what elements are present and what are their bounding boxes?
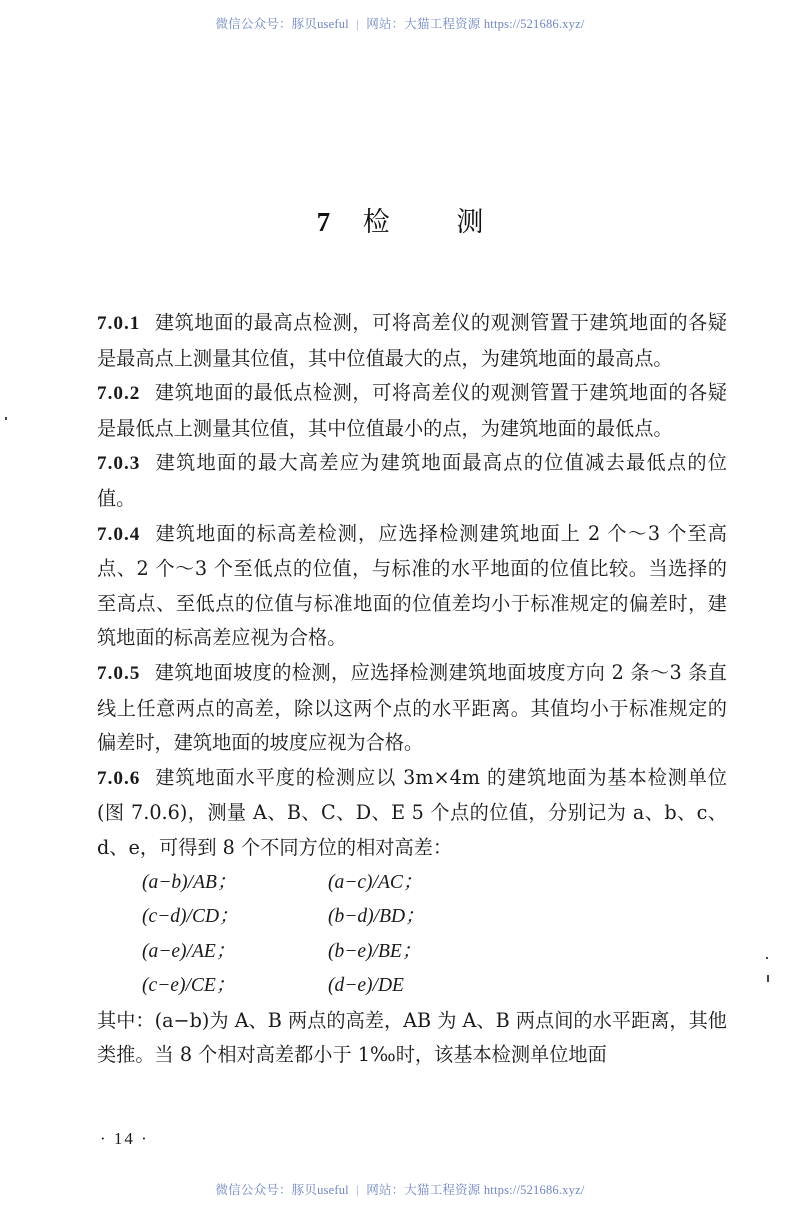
watermark-bottom [0, 1180, 800, 1198]
clause-number: 7.0.4 [97, 523, 141, 545]
watermark-wechat: 微信公众号：豚贝useful [215, 17, 349, 31]
clause-text: 建筑地面坡度的检测，应选择检测建筑地面坡度方向 2 条～3 条直线上任意两点的高差，除以这两个点的水平距离。其值均小于标准规定的偏差时，建筑地面的坡度应视为合格。 [97, 660, 727, 755]
clause-7-0-6 [97, 761, 727, 866]
watermark-separator: | [356, 17, 359, 31]
clause-number: 7.0.1 [97, 313, 141, 334]
clause-7-0-3 [97, 446, 727, 516]
clause-number: 7.0.6 [97, 767, 141, 789]
clause-7-0-2 [97, 376, 727, 446]
clause-text: 建筑地面水平度的检测应以 3m×4m 的建筑地面为基本检测单位(图 7.0.6)，测量 A、B、C、D、E 5 个点的位值，分别记为 a、b、c、d、e，可得到 8 个不同方位的相对高差： [97, 765, 727, 859]
clause-text: 建筑地面的最高点检测，可将高差仪的观测管置于建筑地面的各疑是最高点上测量其位值，其中位值最大的点，为建筑地面的最高点。 [97, 311, 727, 370]
chapter-title-char-1: 检 [362, 207, 390, 238]
formula: (a−c)/AC； [328, 871, 423, 893]
clause-number: 7.0.3 [97, 453, 141, 475]
formula: (c−d)/CD； [142, 906, 239, 928]
scan-speck [766, 957, 768, 959]
clause-text: 建筑地面的最大高差应为建筑地面最高点的位值减去最低点的位值。 [97, 451, 727, 510]
formula: (d−e)/DE [328, 975, 404, 997]
clause-text: 建筑地面的标高差检测，应选择检测建筑地面上 2 个～3 个至高点、2 个～3 个至低点的位值，与标准的水平地面的位值比较。当选择的至高点、至低点的位值与标准地面的位值差均小于标准规定的偏差时，建筑地面的标高差应视为合格。 [97, 521, 727, 650]
formula: (a−e)/AE； [142, 940, 236, 962]
formula: (b−d)/BD； [328, 906, 425, 928]
chapter-title-char-2: 测 [456, 207, 484, 238]
body-text [97, 306, 727, 1073]
clause-7-0-4 [97, 517, 727, 656]
page-number: · 14 · [100, 1129, 149, 1148]
scan-speck [767, 975, 769, 982]
chapter-title [0, 200, 800, 239]
relative-height-formulas [97, 866, 727, 1004]
clause-7-0-5 [97, 656, 727, 761]
formula: (a−b)/AB； [142, 871, 237, 893]
formula: (c−e)/CE； [142, 975, 236, 997]
clause-text: 建筑地面的最低点检测，可将高差仪的观测管置于建筑地面的各疑是最低点上测量其位值，其中位值最小的点，为建筑地面的最低点。 [97, 381, 727, 440]
watermark-site: 网站：大猫工程资源 https://521686.xyz/ [366, 17, 585, 31]
closing-paragraph: 其中：(a−b)为 A、B 两点的高差，AB 为 A、B 两点间的水平距离，其他类推。当 8 个相对高差都小于 1‰时，该基本检测单位地面 [97, 1008, 727, 1067]
chapter-number: 7 [316, 207, 331, 237]
clause-7-0-1 [97, 306, 727, 376]
watermark-separator: | [356, 1183, 359, 1197]
scan-speck [5, 417, 7, 420]
watermark-site: 网站：大猫工程资源 https://521686.xyz/ [366, 1183, 585, 1197]
formula: (b−e)/BE； [328, 940, 422, 962]
clause-number: 7.0.2 [97, 383, 141, 405]
watermark-wechat: 微信公众号：豚贝useful [215, 1183, 349, 1197]
clause-number: 7.0.5 [97, 662, 141, 684]
watermark-top [0, 14, 800, 32]
